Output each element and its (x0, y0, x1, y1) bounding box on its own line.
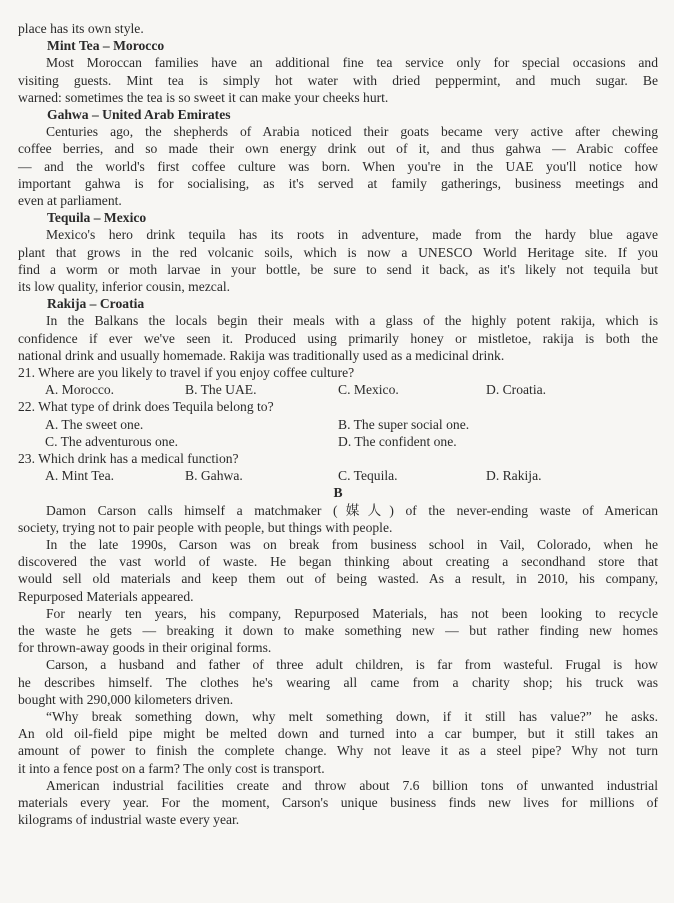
text-line: amount of power to finish the complete change. Why not leave it as a steel pipe? Why not turn (18, 743, 658, 759)
option: B. Gahwa. (185, 468, 243, 484)
text-line: Damon Carson calls himself a matchmaker (媒人) of the never-ending waste of American (46, 502, 658, 518)
text-line: kilograms of industrial waste every year. (18, 812, 240, 828)
text-line: important gahwa is for socialising, as it's served at family gatherings, business meetings and (18, 175, 658, 191)
text-line: discovered the vast world of waste. He began thinking about creating a secondhand store that (18, 554, 658, 570)
text-line: For nearly ten years, his company, Repurposed Materials, has not been looking to recycle (46, 605, 658, 621)
section-heading: Tequila – Mexico (47, 210, 147, 226)
text-line: Repurposed Materials appeared. (18, 588, 194, 604)
option: D. Rakija. (486, 468, 542, 484)
text-line: visiting guests. Mint tea is simply hot water with dried peppermint, and much sugar. Be (18, 72, 658, 88)
option: C. Mexico. (338, 382, 399, 398)
text-line: bought with 290,000 kilometers driven. (18, 691, 234, 707)
text-line: for thrown-away goods in their original forms. (18, 640, 272, 656)
question-23: 23. Which drink has a medical function? (18, 451, 239, 467)
question-22: 22. What type of drink does Tequila belong to? (18, 399, 274, 415)
section-letter: B (333, 485, 343, 501)
options-22a (18, 416, 658, 433)
text-line: “Why break something down, why melt something down, if it still has value?” he asks. (46, 709, 658, 725)
options-21 (18, 381, 658, 398)
option: B. The super social one. (338, 416, 470, 432)
text-line: Centuries ago, the shepherds of Arabia noticed their goats became very active after chewing (46, 124, 658, 140)
text-line: it into a fence post on a farm? The only cost is transport. (18, 760, 325, 776)
text-line: Mexico's hero drink tequila has its roots in adventure, made from the hardy blue agave (46, 227, 658, 243)
text-line: In the late 1990s, Carson was on break from business school in Vail, Colorado, when he (46, 537, 658, 553)
text-line: Carson, a husband and father of three adult children, is far from wasteful. Frugal is how (46, 657, 658, 673)
text-line: the waste he gets — breaking it down to make something new — but rather finding new homes (18, 623, 658, 639)
text-line: coffee berries, and so made their own energy drink out of it, and thus gahwa — Arabic coffee (18, 141, 658, 157)
text-line: An old oil-field pipe might be melted down and turned into a car bumper, but it still takes an (18, 726, 658, 742)
option: A. The sweet one. (45, 416, 144, 432)
option: C. The adventurous one. (45, 433, 179, 449)
text-line: American industrial facilities create and throw about 7.6 billion tons of unwanted industrial (46, 777, 658, 793)
text-line: — and the world's first coffee culture was born. When you're in the UAE you'll notice how (18, 158, 658, 174)
text-line: In the Balkans the locals begin their meals with a glass of the highly potent rakija, which is (46, 313, 658, 329)
text-line: society, trying not to pair people with people, but things with people. (18, 519, 393, 535)
section-heading: Mint Tea – Morocco (47, 38, 165, 54)
text-line: Most Moroccan families have an additional fine tea service only for special occasions and (46, 55, 658, 71)
text-line: find a worm or moth larvae in your bottle, be sure to send it back, as it's likely not tequila but (18, 261, 658, 277)
option: B. The UAE. (185, 382, 257, 398)
text-line: even at parliament. (18, 193, 122, 209)
section-heading: Gahwa – United Arab Emirates (47, 107, 231, 123)
option: D. The confident one. (338, 433, 457, 449)
text-line: plant that grows in the red volcanic soils, which is now a UNESCO World Heritage site. If you (18, 244, 658, 260)
text-line: would sell old materials and keep them out of being wasted. As a result, in 2010, his company, (18, 571, 658, 587)
text-line: he describes himself. The clothes he's wearing all came from a charity shop; his truck was (18, 674, 658, 690)
option: A. Mint Tea. (45, 468, 115, 484)
option: D. Croatia. (486, 382, 547, 398)
text-line: materials every year. For the moment, Carson's unique business finds new lives for millions of (18, 795, 658, 811)
section-heading: Rakija – Croatia (47, 296, 145, 312)
option: C. Tequila. (338, 468, 398, 484)
text-line: its low quality, inferior cousin, mezcal. (18, 279, 231, 295)
option: A. Morocco. (45, 382, 115, 398)
options-23 (18, 467, 658, 484)
text-line: confidence if ever we've seen it. Produced using primarily honey or mistletoe, rakija is both the (18, 330, 658, 346)
text-line: national drink and usually homemade. Rakija was traditionally used as a medicinal drink. (18, 347, 505, 363)
text-line: warned: sometimes the tea is so sweet it can make your cheeks hurt. (18, 89, 389, 105)
text-line: place has its own style. (18, 21, 144, 36)
options-22b (18, 433, 658, 450)
question-21: 21. Where are you likely to travel if you enjoy coffee culture? (18, 365, 355, 381)
